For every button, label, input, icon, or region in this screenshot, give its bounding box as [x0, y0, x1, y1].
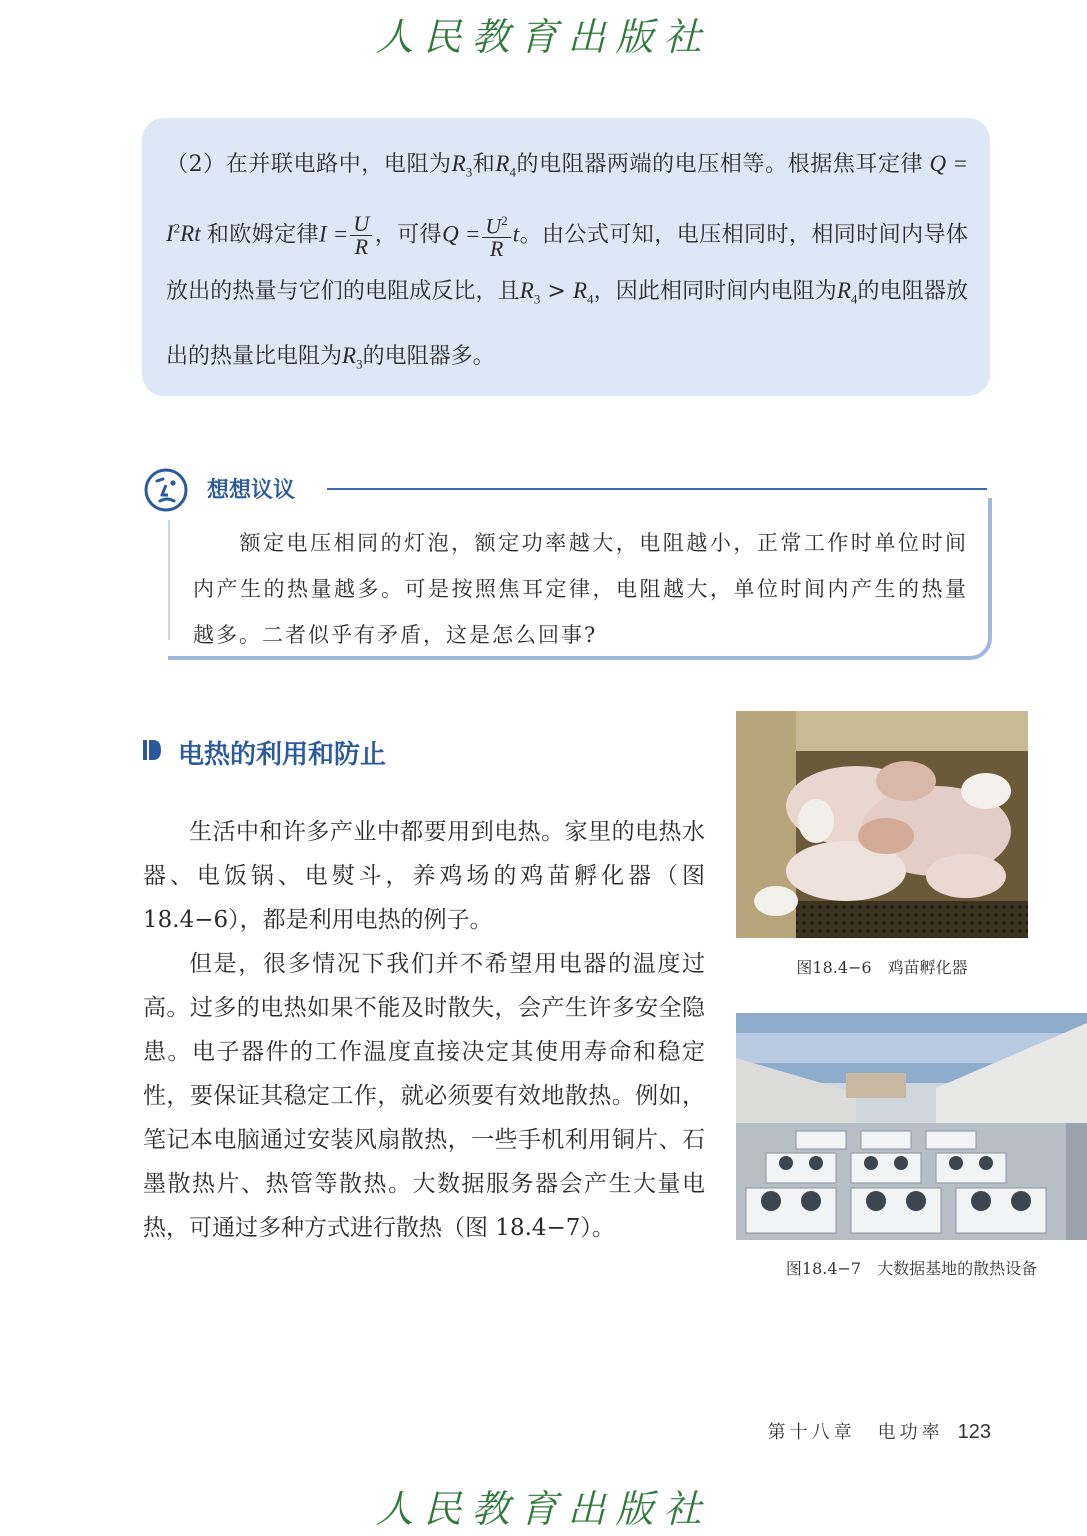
symbol-r4: $R_4$	[572, 278, 594, 307]
section-title: 电热的利用和防止	[178, 740, 387, 770]
text-and: 和	[472, 152, 496, 177]
joule-law-prefix: 焦耳定律	[832, 152, 924, 177]
data-center-cooling-photo	[736, 1013, 1087, 1240]
page-number: 123	[957, 1421, 991, 1443]
fraction-u2-over-r: $\frac{U^2}{R}$	[482, 210, 510, 260]
conclusion-b: 的电阻器放出的热量比电阻为	[166, 279, 968, 369]
chapter-label: 第十八章 电功率	[767, 1422, 944, 1443]
paragraph-uses: 生活中和许多产业中都要用到电热。家里的电热水器、电饭锅、电熨斗，养鸡场的鸡苗孵化器（图 18.4−6），都是利用电热的例子。	[143, 819, 705, 933]
symbol-r4: $R_4$	[495, 151, 516, 180]
symbol-r3: $R_3$	[519, 278, 541, 307]
derive-lhs: Q =	[442, 221, 481, 247]
figure-caption-cooling: 图18.4−7 大数据基地的散热设备	[785, 1259, 1038, 1278]
paragraph-prevention: 但是，很多情况下我们并不希望用电器的温度过高。过多的电热如果不能及时散失，会产生许多安全隐患。电子器件的工作温度直接决定其使用寿命和稳定性，要保证其稳定工作，就必须要有效地散热。例如，笔记本电脑通过安装风扇散热，一些手机利用铜片、石墨散热片、热管等散热。大数据服务器会产生大量电热，可通过多种方式进行散热（图 18.4−7）。	[143, 951, 705, 1241]
ohm-law-lhs: I =	[319, 221, 349, 247]
example-answer-box	[142, 118, 990, 396]
publisher-logo-top: 人民教育出版社	[375, 15, 712, 59]
example-line1: （2）在并联电路中，电阻为	[166, 152, 452, 177]
section-body	[143, 810, 705, 1250]
example-text	[166, 136, 968, 392]
think-discuss-text: 额定电压相同的灯泡，额定功率越大，电阻越小，正常工作时单位时间内产生的热量越多。可是按照焦耳定律，电阻越大，单位时间内产生的热量越多。二者似乎有矛盾，这是怎么回事?	[193, 531, 968, 647]
think-frame-left-edge	[168, 520, 170, 640]
joule-law-formula: $Q = I^2Rt$	[166, 151, 968, 247]
greater-than: >	[540, 279, 573, 305]
fraction-u-over-r: $\frac{U}{R}$	[350, 213, 372, 258]
symbol-r3: $R_3$	[451, 151, 473, 180]
title-rule	[327, 488, 987, 490]
symbol-r3: $R_3$	[342, 342, 363, 372]
conclusion-c: 的电阻器多。	[362, 343, 495, 369]
example-line1-end: 的电阻器两端的电压相等。根据	[515, 152, 833, 177]
derive-end: 。由公式可知，电压相同时，相同时间内导体放出的热量与它们的电阻成反比，且	[166, 222, 968, 305]
ohm-law-prefix: 和欧姆定律	[206, 222, 320, 248]
figure-caption-incubator: 图18.4−6 鸡苗孵化器	[796, 958, 968, 977]
chick-incubator-photo	[736, 711, 1028, 938]
publisher-logo-bottom: 人民教育出版社	[375, 1487, 712, 1531]
conclusion-a: ，因此相同时间内电阻为	[593, 279, 837, 305]
section-marker-icon	[143, 740, 161, 760]
page-footer	[768, 1418, 991, 1444]
think-discuss-title: 想想议议	[207, 478, 296, 503]
symbol-t: t	[512, 221, 520, 247]
derive-prefix: ，可得	[374, 222, 443, 248]
symbol-r4: $R_4$	[836, 278, 858, 307]
